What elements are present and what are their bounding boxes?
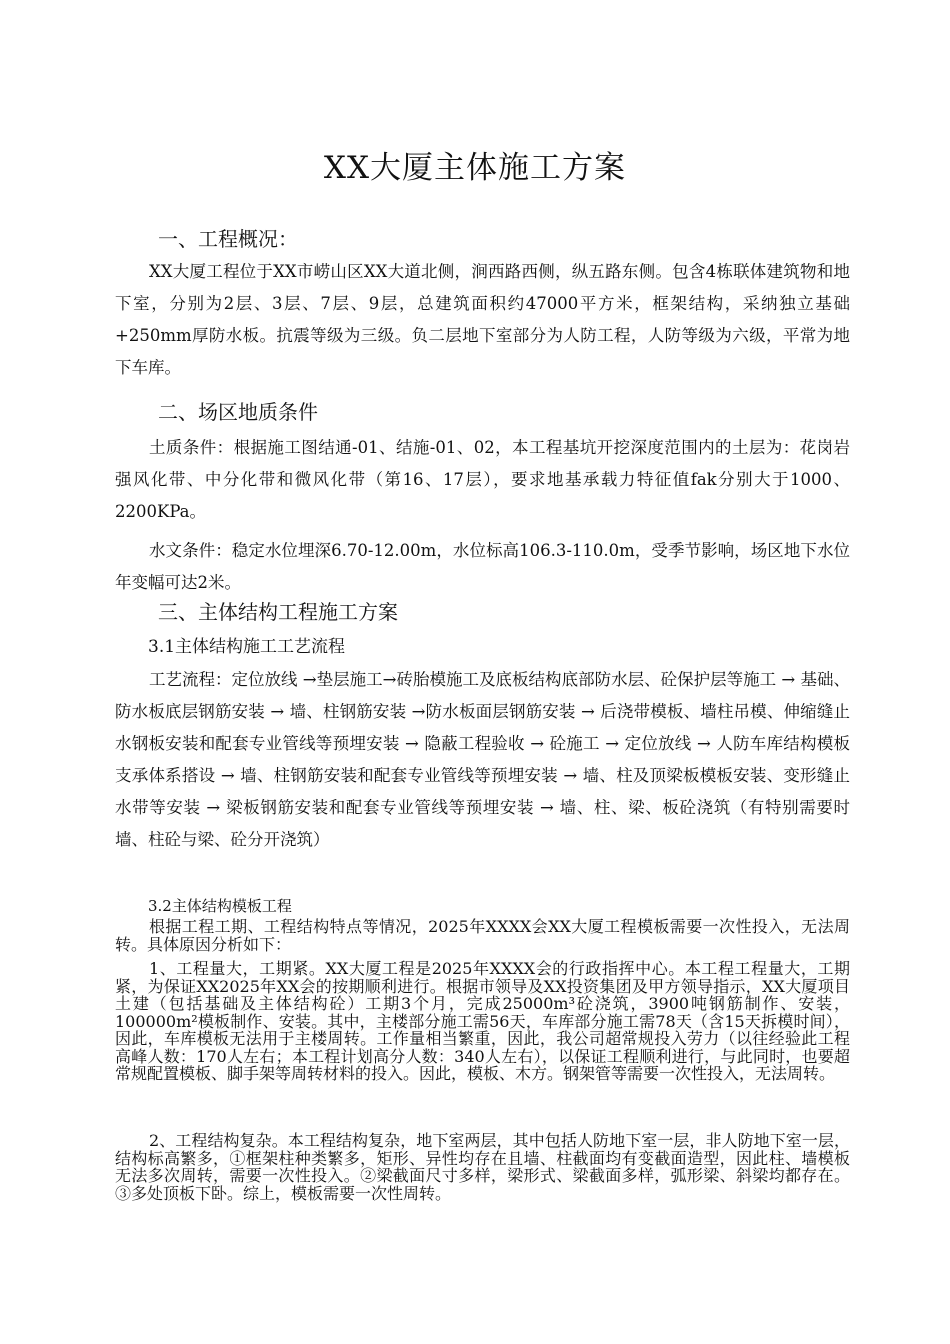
paragraph-hydrology [115, 535, 850, 599]
paragraph-process [115, 664, 850, 856]
formwork-intro-text: 根据工程工期、工程结构特点等情况，2025年XXXX会XX大厦工程模板需要一次性投入，无法周转。具体原因分析如下： [115, 917, 850, 954]
overview-text: XX大厦工程位于XX市崂山区XX大道北侧，涧西路西侧，纵五路东侧。包含4栋联体建筑物和地下室，分别为2层、3层、7层、9层，总建筑面积约47000平方米，框架结构，采纳独立基础+250mm厚防水板。抗震等级为三级。负二层地下室部分为人防工程，人防等级为六级，平常为地下车库。 [115, 262, 850, 377]
soil-text: 土质条件：根据施工图结通-01、结施-01、02，本工程基坑开挖深度范围内的土层为：花岗岩强风化带、中分化带和微风化带（第16、17层），要求地基承载力特征值fak分别大于1000、2200KPa。 [115, 438, 850, 521]
document-title: XX大厦主体施工方案 [323, 150, 627, 186]
section-heading-overview: 一、工程概况： [158, 227, 298, 251]
subsection-heading-formwork: 3.2主体结构模板工程 [148, 897, 292, 915]
section-heading-structure: 三、主体结构工程施工方案 [158, 600, 398, 624]
paragraph-soil [115, 432, 850, 528]
paragraph-overview [115, 256, 850, 384]
formwork-reason-2-text: 2、工程结构复杂。本工程结构复杂，地下室两层，其中包括人防地下室一层，非人防地下室一层，结构标高繁多，①框架柱种类繁多，矩形、异性均存在且墙、柱截面均有变截面造型，因此柱、墙模板无法多次周转，需要一次性投入。②梁截面尺寸多样，梁形式、梁截面多样，弧形梁、斜梁均都存在。③多处顶板下卧。综上，模板需要一次性周转。 [115, 1131, 850, 1203]
subsection-heading-process: 3.1主体结构施工工艺流程 [148, 637, 346, 657]
formwork-reason-1-text: 1、工程量大，工期紧。XX大厦工程是2025年XXXX会的行政指挥中心。本工程工程量大，工期紧，为保证XX2025年XX会的按期顺利进行。根据市领导及XX投资集团及甲方领导指示，XX大厦项目土建（包括基础及主体结构砼）工期3个月，完成25000m³砼浇筑，3900吨钢筋制作、安装，100000m²模板制作、安装。其中，主楼部分施工需56天，车库部分施工需78天（含15天拆模时间），因此，车库模板无法用于主楼周转。工作量相当繁重，因此，我公司超常规投入劳力（以往经验此工程高峰人数：170人左右；本工程计划高分人数：340人左右），以保证工程顺利进行，与此同时，也要超常规配置模板、脚手架等周转材料的投入。因此，模板、木方。钢架管等需要一次性投入，无法周转。 [115, 959, 850, 1083]
paragraph-formwork-intro [115, 918, 850, 953]
paragraph-formwork-reason-1 [115, 960, 850, 1083]
process-text: 工艺流程：定位放线 →垫层施工→砖胎模施工及底板结构底部防水层、砼保护层等施工 → 基础、防水板底层钢筋安装 → 墙、柱钢筋安装 →防水板面层钢筋安装 → 后浇带模板、墙柱吊模、伸缩缝止水钢板安装和配套专业管线等预埋安装 → 隐蔽工程验收 → 砼施工 → 定位放线 → 人防车库结构模板支承体系搭设 → 墙、柱钢筋安装和配套专业管线等预埋安装 → 墙、柱及顶梁板模板安装、变形缝止水带等安装 → 梁板钢筋安装和配套专业管线等预埋安装 → 墙、柱、梁、板砼浇筑（有特别需要时墙、柱砼与梁、砼分开浇筑） [115, 670, 850, 849]
section-heading-geology: 二、场区地质条件 [158, 400, 318, 424]
hydrology-text: 水文条件：稳定水位埋深6.70-12.00m，水位标高106.3-110.0m，受季节影响，场区地下水位年变幅可达2米。 [115, 541, 850, 592]
paragraph-formwork-reason-2 [115, 1132, 850, 1202]
